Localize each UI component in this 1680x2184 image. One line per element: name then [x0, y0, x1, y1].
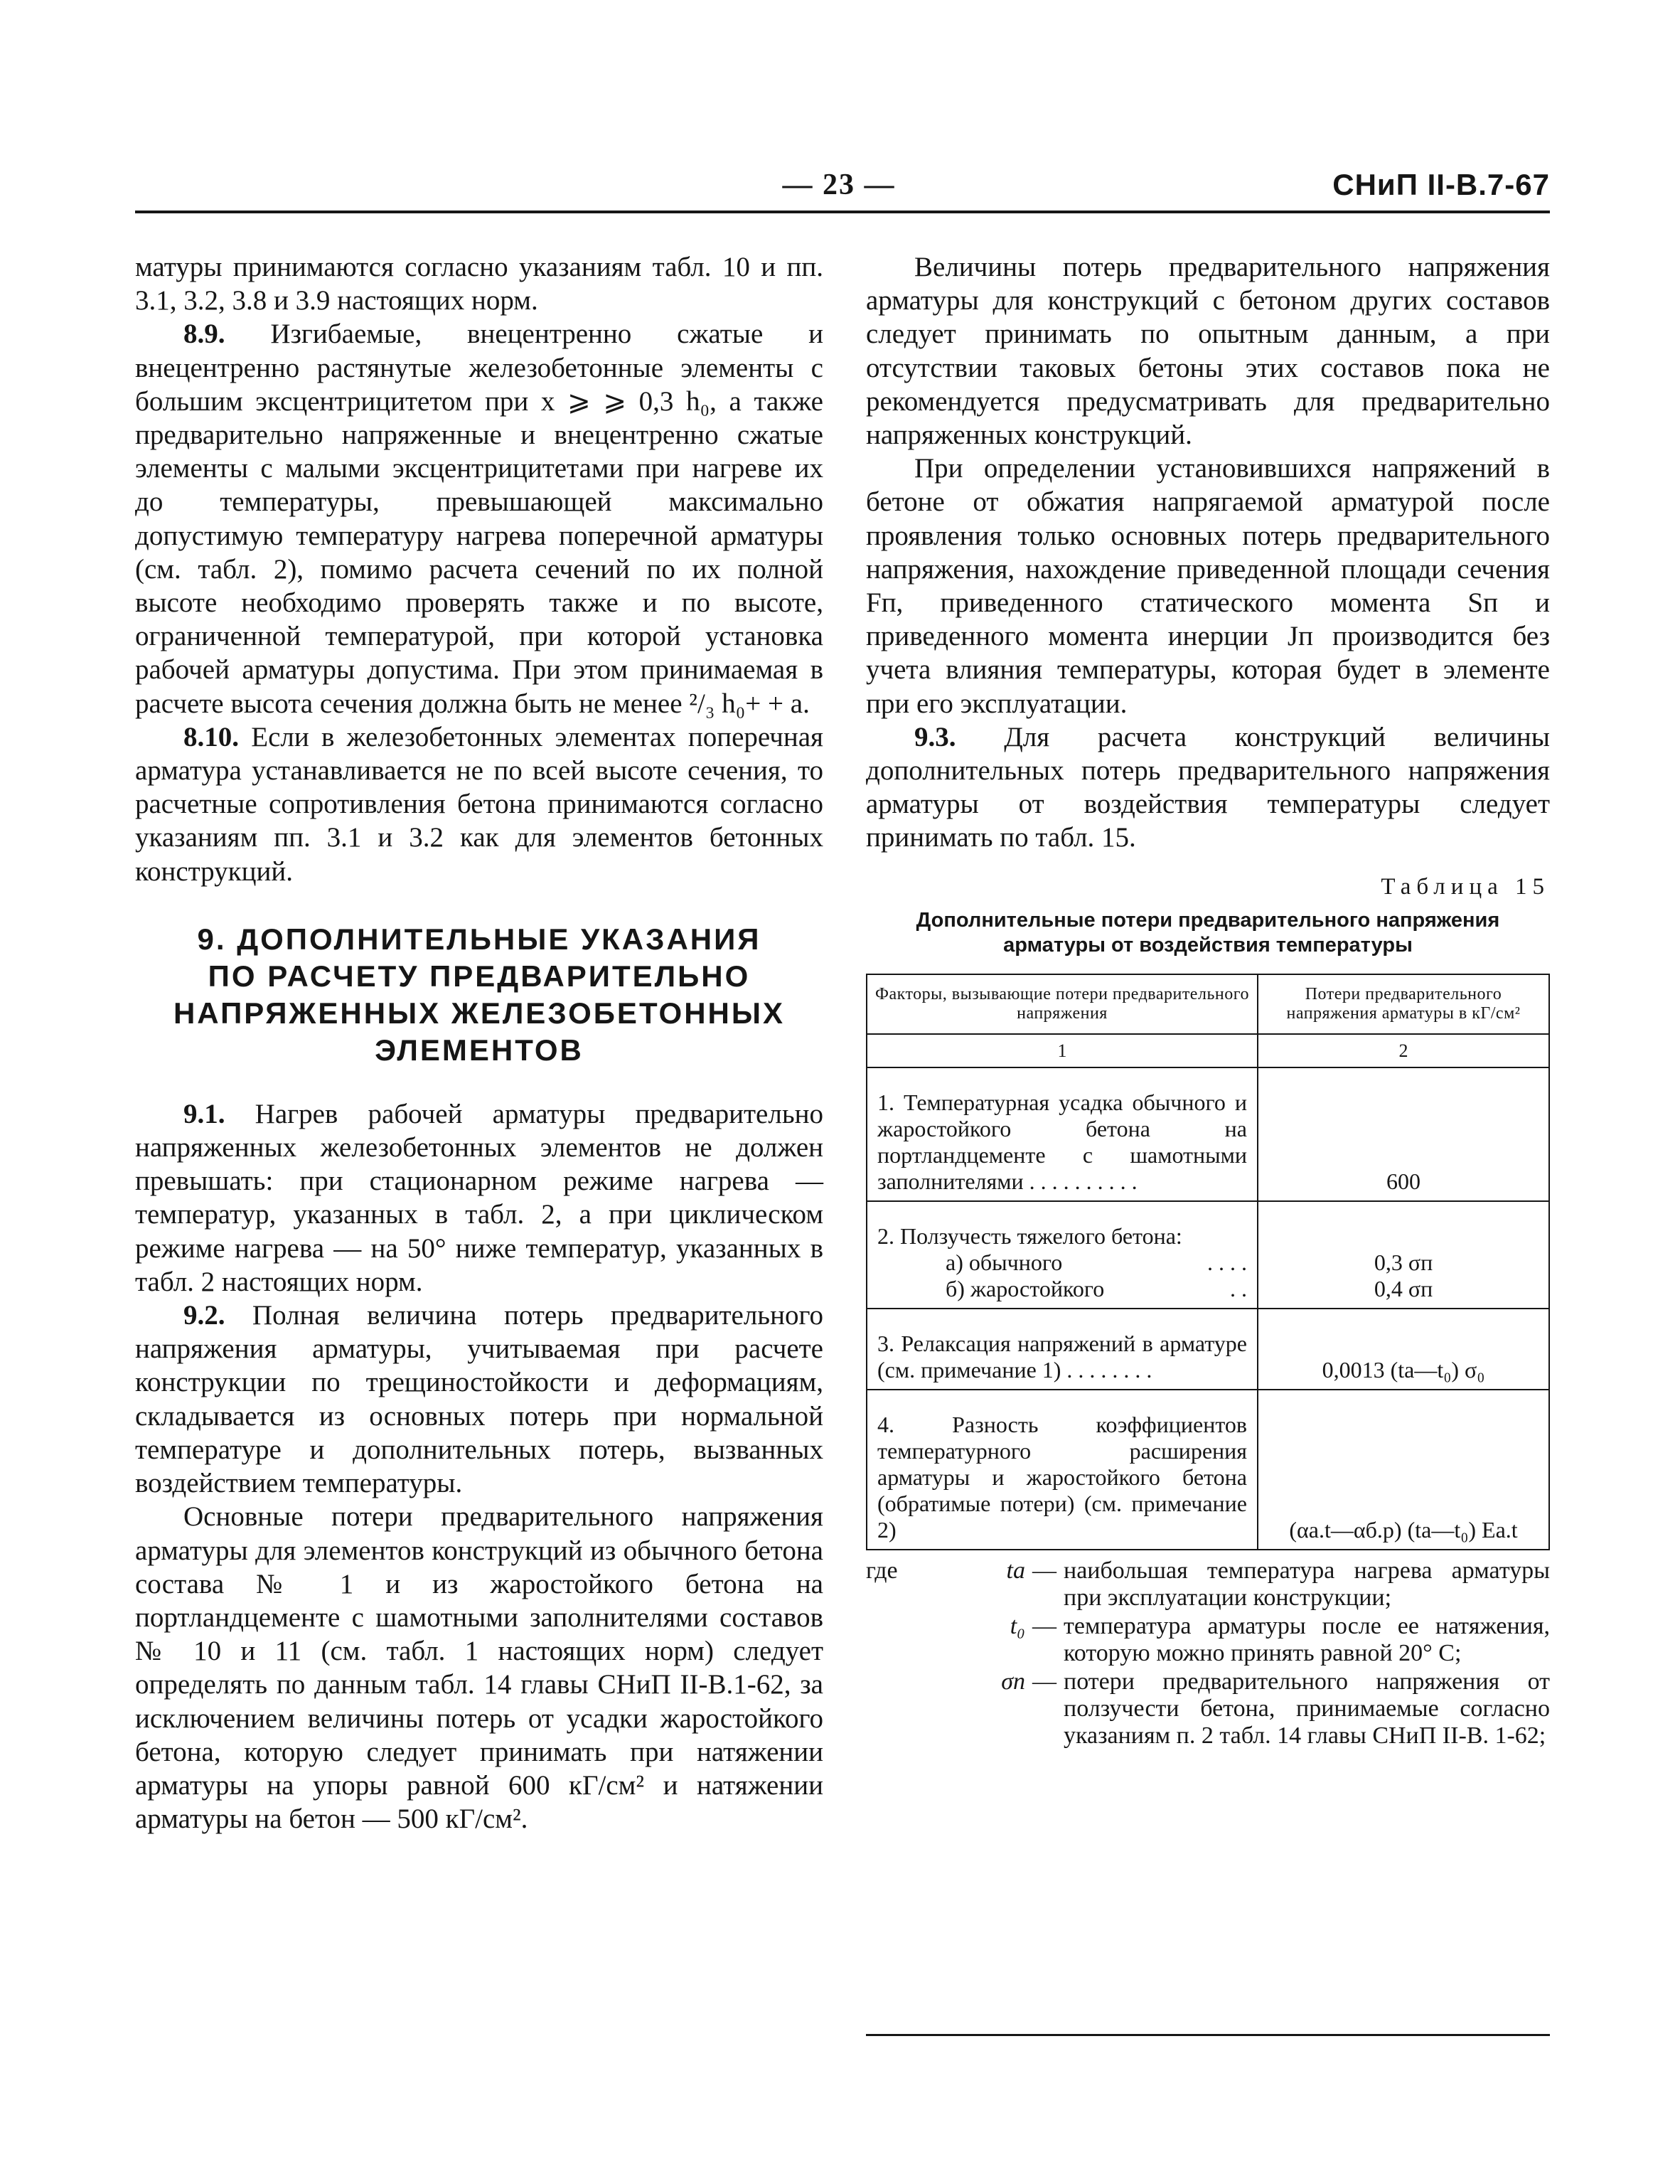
legend-symbol: tа	[1006, 1557, 1025, 1584]
factor-subitem	[877, 1250, 1247, 1276]
value-cell: 0,0013 (tа—t₀) σ₀	[1258, 1309, 1549, 1390]
legend-item	[866, 1557, 1550, 1612]
header-rule	[135, 211, 1550, 213]
section-title	[135, 921, 823, 1069]
legend-item	[866, 1613, 1550, 1667]
section-title-line: ЭЛЕМЕНТОВ	[375, 1033, 584, 1067]
paragraph-9-2	[135, 1299, 823, 1500]
legend-text: потери предварительного напряжения от ползучести бетона, принимаемые согласно указаниям п. 2 табл. 14 главы СНиП II-В. 1-62;	[1064, 1668, 1550, 1749]
legend-dash: —	[1032, 1668, 1056, 1695]
section-title-line: 9. ДОПОЛНИТЕЛЬНЫЕ УКАЗАНИЯ	[197, 922, 761, 956]
table-column-numbers	[867, 1034, 1549, 1067]
legend-symbol: t₀	[1010, 1612, 1025, 1639]
table-header-row	[867, 974, 1549, 1034]
paragraph-other-concrete: Величины потерь предварительного напряжения арматуры для конструкций с бетоном других составов следует принимать по опытным данным, а при отсутствии таковых бетоны этих составов пока не рекомендуется предусматривать для предварительно напряженных конструкций.	[866, 252, 1550, 451]
table-bottom-rule	[866, 2034, 1550, 2036]
page-number: — 23 —	[782, 169, 896, 201]
document-code: СНиП II-В.7-67	[1332, 168, 1550, 201]
paragraph-9-3	[866, 720, 1550, 855]
factor-cell: 4. Разность коэффициентов температурного расширения арматуры и жаростойкого бетона (обратимые потери) (см. примечание 2)	[867, 1390, 1258, 1550]
table-legend	[866, 1557, 1550, 1749]
value-cell: (αа.t—αб.р) (tа—t₀) Eа.t	[1258, 1390, 1549, 1550]
table-header-losses: Потери предварительного напряжения арматуры в кГ/см²	[1258, 974, 1549, 1034]
value-line: 0,4 σп	[1374, 1275, 1433, 1301]
legend-spacer	[866, 1613, 965, 1667]
paragraph-basic-losses: Основные потери предварительного напряжения арматуры для элементов конструкций из обычного бетона состава № 1 и из жаростойкого бетона на портландцементе с шамотными заполнителями составов № 10 и 11 (см. табл. 1 настоящих норм) следует определять по данным табл. 14 главы СНиП II-В.1-62, за исключением величины потерь от усадки жаростойкого бетона, которую следует принимать при натяжении арматуры на упоры равной 600 кГ/см² и натяжении арматуры на бетон — 500 кГ/см².	[135, 1501, 823, 1835]
value-cell	[1258, 1201, 1549, 1309]
paragraph-text: Нагрев рабочей арматуры предварительно напряженных железобетонных элементов не должен превышать: при стационарном режиме нагрева — температур, указанных в табл. 2, а при циклическом режиме нагрева — на 50° ниже температур, указанных в табл. 2 настоящих норм.	[135, 1098, 823, 1297]
legend-item	[866, 1668, 1550, 1749]
clause-number: 9.3.	[914, 721, 956, 752]
clause-number: 8.10.	[183, 721, 239, 752]
table-row	[867, 1309, 1549, 1390]
paragraph-text: Если в железобетонных элементах поперечная арматура устанавливается не по всей высоте сечения, то расчетные сопротивления бетона принимаются согласно указаниям пп. 3.1 и 3.2 как для элементов бетонных конструкций.	[135, 721, 823, 887]
column-number: 1	[867, 1034, 1258, 1067]
factor-cell: 3. Релаксация напряжений в арматуре (см. примечание 1) . . . . . . . .	[867, 1309, 1258, 1390]
subitem-dots: . .	[1230, 1275, 1247, 1301]
left-column	[135, 250, 823, 1836]
table-title-line: арматуры от воздействия температуры	[1003, 933, 1413, 957]
right-column	[866, 250, 1550, 1751]
legend-spacer	[866, 1668, 965, 1749]
clause-number: 9.1.	[183, 1098, 225, 1129]
clause-number: 8.9.	[183, 319, 225, 350]
paragraph-continued: матуры принимаются согласно указаниям табл. 10 и пп. 3.1, 3.2, 3.8 и 3.9 настоящих норм.	[135, 252, 823, 316]
column-number: 2	[1258, 1034, 1549, 1067]
section-title-line: ПО РАСЧЕТУ ПРЕДВАРИТЕЛЬНО	[208, 959, 751, 993]
factor-cell: 1. Температурная усадка обычного и жаростойкого бетона на портландцементе с шамотными заполнителями . . . . . . . . . .	[867, 1067, 1258, 1201]
clause-number: 9.2.	[183, 1300, 225, 1331]
legend-dash: —	[1032, 1557, 1056, 1584]
paragraph-text: Изгибаемые, внецентренно сжатые и внецентренно растянутые железобетонные элементы с большим эксцентрицитетом при x ⩾ ⩾ 0,3 h₀, а также предварительно напряженные и внецентренно сжатые элементы с малыми эксцентрицитетами при нагреве их до температуры, превышающей максимально допустимую температуру нагрева поперечной арматуры (см. табл. 2), помимо расчета сечений по их полной высоте необходимо проверять также и по высоте, ограниченной температурой, при которой установка рабочей арматуры допустима. При этом принимаемая в расчете высота сечения должна быть не менее ²/₃ h₀+ + a.	[135, 319, 823, 719]
table-15	[866, 974, 1550, 1550]
factor-cell	[867, 1201, 1258, 1309]
subitem-label: а) обычного	[946, 1249, 1063, 1275]
subitem-label: б) жаростойкого	[946, 1275, 1105, 1301]
table-label: Таблица 15	[1381, 873, 1550, 900]
value-line: 0,3 σп	[1374, 1249, 1433, 1275]
table-row	[867, 1201, 1549, 1309]
legend-symbol: σп	[1001, 1668, 1025, 1695]
paragraph-8-9	[135, 317, 823, 720]
legend-where: где	[866, 1557, 898, 1584]
paragraph-9-1	[135, 1097, 823, 1299]
table-title-line: Дополнительные потери предварительного напряжения	[916, 908, 1500, 932]
legend-dash: —	[1032, 1612, 1056, 1639]
paragraph-8-10	[135, 720, 823, 888]
table-row	[867, 1067, 1549, 1201]
factor-text: 2. Ползучесть тяжелого бетона:	[877, 1222, 1182, 1249]
paragraph-text: Полная величина потерь предварительного напряжения арматуры, учитываемая при расчете конструкции по трещиностойкости и деформациям, складывается из основных потерь при нормальной температуре и дополнительных потерь, вызванных воздействием температуры.	[135, 1300, 823, 1499]
paragraph-text: Для расчета конструкций величины дополнительных потерь предварительного напряжения арматуры от воздействия температуры следует принимать по табл. 15.	[866, 721, 1551, 853]
subitem-dots: . . . .	[1207, 1249, 1247, 1275]
legend-text: температура арматуры после ее натяжения, которую можно принять равной 20° С;	[1064, 1612, 1550, 1666]
table-title	[866, 908, 1550, 958]
legend-text: наибольшая температура нагрева арматуры при эксплуатации конструкции;	[1064, 1557, 1550, 1611]
paragraph-stresses: При определении установившихся напряжений в бетоне от обжатия напрягаемой арматурой после проявления только основных потерь предварительного напряжения, нахождение приведенной площади сечения Fп, приведенного статического момента Sп и приведенного момента инерции Jп производится без учета влияния температуры, которая будет в элементе при его эксплуатации.	[866, 453, 1550, 719]
table-row	[867, 1390, 1549, 1550]
table-header-factors: Факторы, вызывающие потери предварительного напряжения	[867, 974, 1258, 1034]
value-cell: 600	[1258, 1067, 1549, 1201]
section-title-line: НАПРЯЖЕННЫХ ЖЕЛЕЗОБЕТОННЫХ	[173, 996, 786, 1030]
factor-subitem	[877, 1276, 1247, 1302]
